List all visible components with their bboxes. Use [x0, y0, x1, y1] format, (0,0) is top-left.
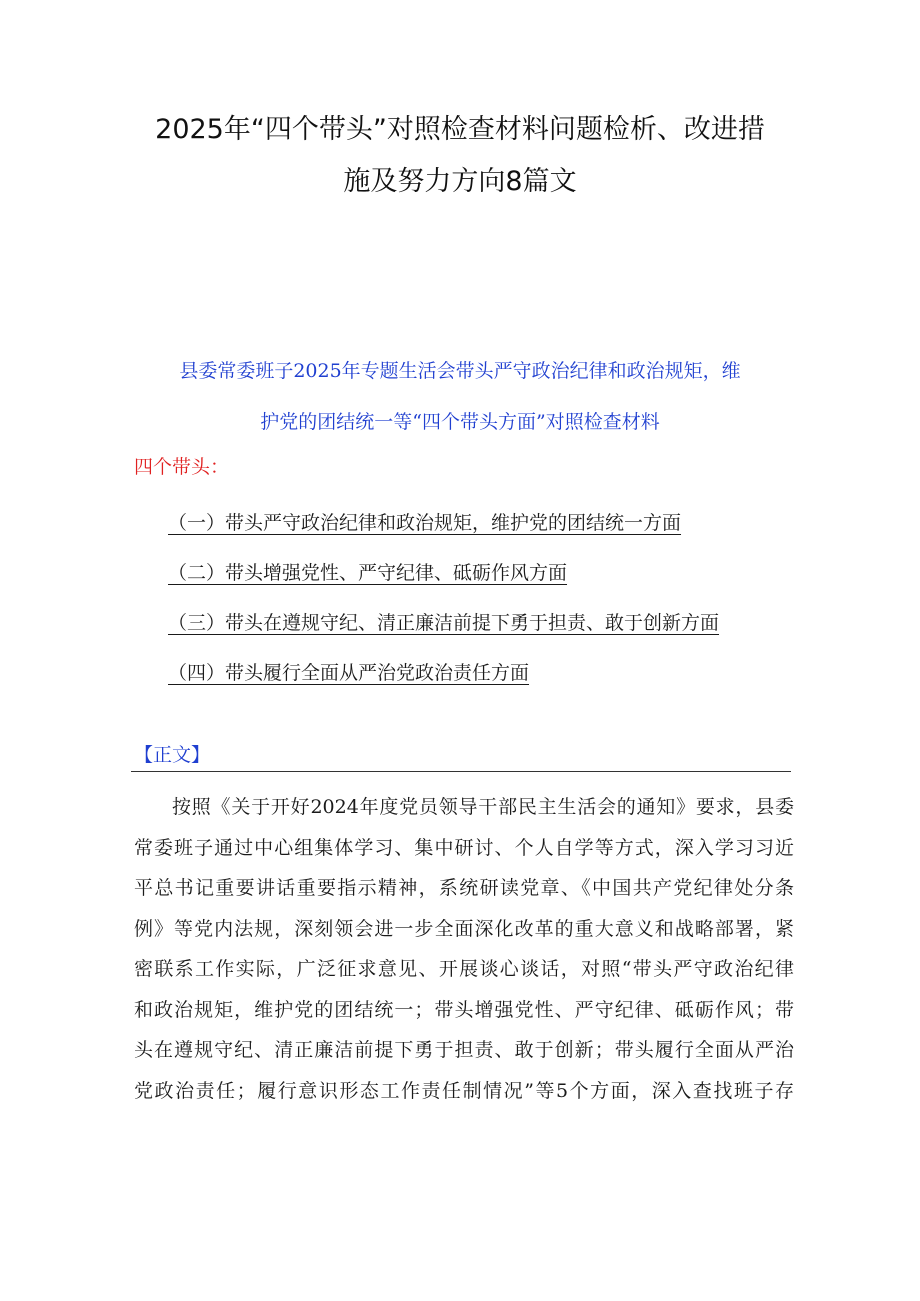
body-line: 平总书记重要讲话重要指示精神，系统研读党章、《中国共产党纪律处分条 — [134, 877, 794, 899]
table-of-contents — [168, 498, 719, 698]
main-text-label: 【正文】 — [134, 744, 211, 766]
document-title-line: 施及努力方向8篇文 — [343, 166, 577, 197]
document-subtitle — [110, 346, 810, 448]
toc-item-link[interactable]: （一）带头严守政治纪律和政治规矩，维护党的团结统一方面 — [168, 512, 682, 534]
document-subtitle-line: 护党的团结统一等“四个带头方面”对照检查材料 — [260, 411, 660, 433]
body-line: 按照《关于开好2024年度党员领导干部民主生活会的通知》要求，县委 — [172, 796, 794, 818]
body-paragraph — [134, 787, 794, 1111]
document-title-line: 2025年“四个带头”对照检查材料问题检析、改进措 — [155, 114, 765, 145]
toc-item-link[interactable]: （三）带头在遵规守纪、清正廉洁前提下勇于担责、敢于创新方面 — [168, 612, 720, 634]
toc-item[interactable] — [168, 498, 719, 548]
body-line: 头在遵规守纪、清正廉洁前提下勇于担责、敢于创新；带头履行全面从严治 — [134, 1039, 794, 1061]
body-line: 密联系工作实际，广泛征求意见、开展谈心谈话，对照“带头严守政治纪律 — [134, 958, 794, 980]
toc-item[interactable] — [168, 648, 719, 698]
document-subtitle-line: 县委常委班子2025年专题生活会带头严守政治纪律和政治规矩，维 — [179, 360, 741, 382]
body-line: 例》等党内法规，深刻领会进一步全面深化改革的重大意义和战略部署，紧 — [134, 917, 794, 940]
toc-item-link[interactable]: （四）带头履行全面从严治党政治责任方面 — [168, 662, 530, 684]
toc-item-link[interactable]: （二）带头增强党性、严守纪律、砥砺作风方面 — [168, 562, 568, 584]
body-line: 党政治责任；履行意识形态工作责任制情况”等5个方面，深入查找班子存 — [134, 1079, 794, 1102]
body-line: 常委班子通过中心组集体学习、集中研讨、个人自学等方式，深入学习习近 — [134, 836, 794, 859]
section-divider — [131, 771, 791, 772]
document-title — [110, 104, 810, 208]
body-line: 和政治规矩，维护党的团结统一；带头增强党性、严守纪律、砥砺作风；带 — [134, 998, 794, 1021]
toc-item[interactable] — [168, 548, 719, 598]
toc-item[interactable] — [168, 598, 719, 648]
four-leads-heading: 四个带头： — [134, 456, 230, 478]
